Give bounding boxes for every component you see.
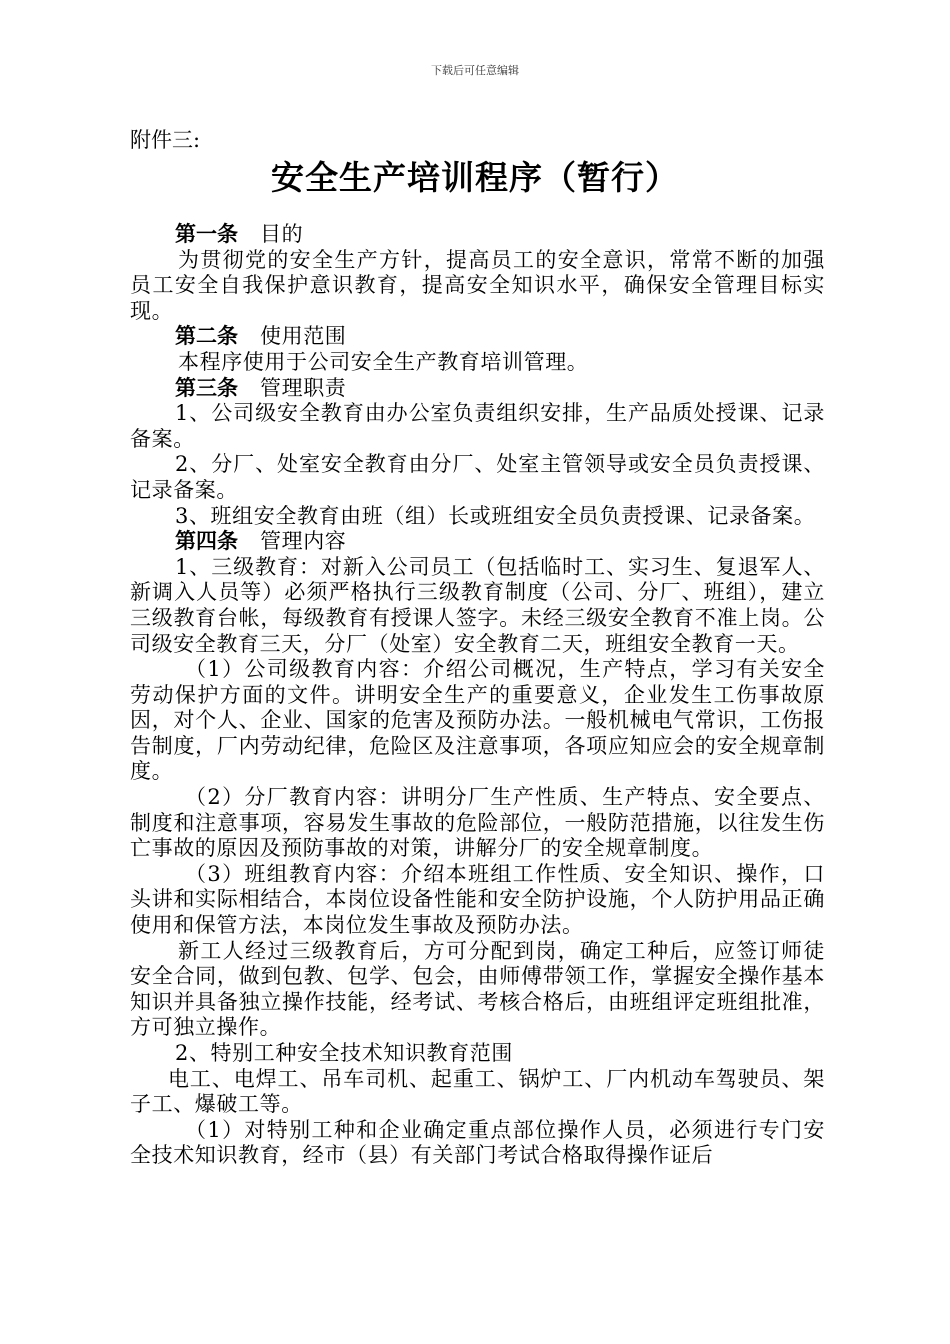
header-note: 下载后可任意编辑 [431, 64, 519, 77]
paragraph: （3）班组教育内容：介绍本班组工作性质、安全知识、操作，口头讲和实际相结合，本岗位设备性能和安全防护设施，个人防护用品正确使用和保管方法，本岗位发生事故及预防办法。 [130, 861, 825, 938]
paragraph: 新工人经过三级教育后，方可分配到岗，确定工种后，应签订师徒安全合同，做到包教、包学、包会，由师傅带领工作，掌握安全操作基本知识并具备独立操作技能，经考试、考核合格后，由班组评定班组批准，方可独立操作。 [130, 938, 825, 1040]
document-body [130, 222, 825, 1169]
article-2-heading [130, 324, 825, 350]
document-title: 安全生产培训程序（暂行） [271, 158, 679, 197]
paragraph: （1）对特别工种和企业确定重点部位操作人员，必须进行专门安全技术知识教育，经市（县）有关部门考试合格取得操作证后 [130, 1117, 825, 1168]
article-label: 第一条 [175, 222, 238, 246]
article-title: 使用范围 [260, 324, 347, 349]
article-title: 管理职责 [260, 375, 347, 400]
paragraph: （1）公司级教育内容：介绍公司概况，生产特点，学习有关安全劳动保护方面的文件。讲明安全生产的重要意义，企业发生工伤事故原因，对个人、企业、国家的危害及预防办法。一般机械电气常识，工伤报告制度，厂内劳动纪律，危险区及注意事项，各项应知应会的安全规章制度。 [130, 657, 825, 784]
paragraph: 3、班组安全教育由班（组）长或班组安全员负责授课、记录备案。 [175, 503, 816, 528]
article-title: 目的 [260, 222, 304, 246]
article-4-heading [130, 529, 825, 555]
paragraph: 2、特别工种安全技术知识教育范围 [175, 1041, 513, 1065]
article-label: 第四条 [175, 529, 238, 554]
attachment-label: 附件三: [130, 128, 201, 152]
article-label: 第二条 [175, 324, 238, 349]
paragraph: 本程序使用于公司安全生产教育培训管理。 [178, 349, 589, 374]
article-title: 管理内容 [260, 529, 347, 554]
paragraph: （2）分厂教育内容：讲明分厂生产性质、生产特点、安全要点、制度和注意事项，容易发生事故的危险部位，一般防范措施，以往发生伤亡事故的原因及预防事故的对策，讲解分厂的安全规章制度。 [130, 785, 825, 861]
article-3-heading [130, 376, 825, 402]
article-label: 第三条 [175, 375, 238, 400]
paragraph: 1、公司级安全教育由办公室负责组织安排，生产品质处授课、记录备案。 [130, 401, 825, 451]
paragraph: 2、分厂、处室安全教育由分厂、处室主管领导或安全员负责授课、记录备案。 [130, 452, 825, 502]
paragraph: 电工、电焊工、吊车司机、起重工、锅炉工、厂内机动车驾驶员、架子工、爆破工等。 [130, 1066, 825, 1117]
article-1-heading [130, 222, 825, 248]
paragraph: 1、三级教育：对新入公司员工（包括临时工、实习生、复退军人、新调入人员等）必须严格执行三级教育制度（公司、分厂、班组），建立三级教育台帐，每级教育有授课人签字。未经三级安全教育不准上岗。公司级安全教育三天，分厂（处室）安全教育二天，班组安全教育一天。 [130, 554, 825, 656]
paragraph: 为贯彻党的安全生产方针，提高员工的安全意识，常常不断的加强员工安全自我保护意识教育，提高安全知识水平，确保安全管理目标实现。 [130, 247, 825, 323]
